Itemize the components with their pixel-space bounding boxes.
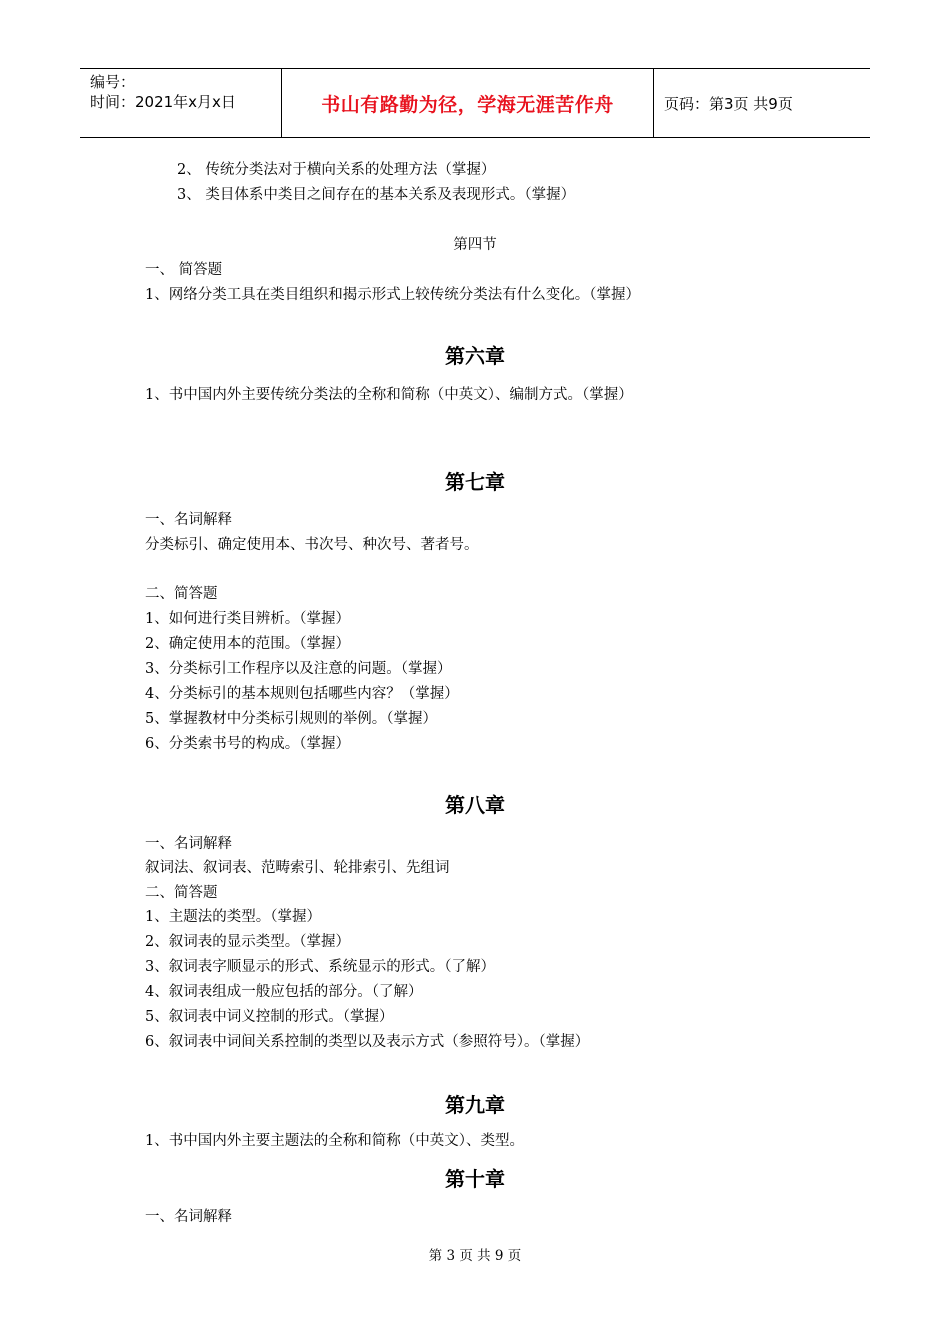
header-meta-cell: [80, 69, 280, 137]
list-item: 5、掌握教材中分类标引规则的举例。（掌握）: [145, 711, 437, 727]
chapter-title: 第十章: [445, 1167, 505, 1191]
page-info: 页码：第3页 共9页: [664, 94, 793, 113]
list-item: 1、如何进行类目辨析。（掌握）: [145, 611, 350, 627]
list-item: 3、 类目体系中类目之间存在的基本关系及表现形式。（掌握）: [177, 187, 576, 203]
qa-heading: 二、简答题: [145, 586, 218, 602]
chapter-title: 第八章: [445, 793, 505, 817]
header-page-cell: [654, 69, 870, 137]
list-item: 6、叙词表中词间关系控制的类型以及表示方式（参照符号）。（掌握）: [145, 1034, 590, 1050]
section-subtitle: 一、 简答题: [145, 262, 223, 278]
term-heading: 一、名词解释: [145, 1209, 232, 1225]
list-item: 4、分类标引的基本规则包括哪些内容？（掌握）: [145, 686, 459, 702]
page-footer: 第 3 页 共 9 页: [428, 1248, 522, 1264]
list-item: 3、叙词表字顺显示的形式、系统显示的形式。（了解）: [145, 959, 495, 975]
list-item: 4、叙词表组成一般应包括的部分。（了解）: [145, 984, 423, 1000]
section-title: 第四节: [453, 237, 497, 253]
list-item: 1、书中国内外主要主题法的全称和简称（中英文）、类型。: [145, 1133, 524, 1149]
chapter-title: 第六章: [445, 344, 505, 368]
chapter-title: 第七章: [445, 470, 505, 494]
list-item: 5、叙词表中词义控制的形式。（掌握）: [145, 1009, 394, 1025]
list-item: 2、 传统分类法对于横向关系的处理方法（掌握）: [177, 162, 496, 178]
list-item: 1、网络分类工具在类目组织和揭示形式上较传统分类法有什么变化。（掌握）: [145, 287, 640, 303]
header-motto-cell: [281, 69, 654, 137]
term-heading: 一、名词解释: [145, 512, 232, 528]
number-label: 编号：: [90, 73, 136, 91]
list-item: 1、书中国内外主要传统分类法的全称和简称（中英文）、编制方式。（掌握）: [145, 387, 633, 403]
list-item: 1、主题法的类型。（掌握）: [145, 909, 321, 925]
term-list: 叙词法、叙词表、范畴索引、轮排索引、先组词: [145, 860, 450, 876]
list-item: 3、分类标引工作程序以及注意的问题。（掌握）: [145, 661, 452, 677]
motto: 书山有路勤为径，学海无涯苦作舟: [321, 93, 614, 116]
term-list: 分类标引、确定使用本、书次号、种次号、著者号。: [145, 537, 479, 553]
page-header: [80, 68, 870, 138]
time-label: 时间：2021年x月x日: [90, 93, 236, 111]
list-item: 2、叙词表的显示类型。（掌握）: [145, 934, 350, 950]
list-item: 6、分类索书号的构成。（掌握）: [145, 736, 350, 752]
chapter-title: 第九章: [445, 1093, 505, 1117]
term-heading: 一、名词解释: [145, 836, 232, 852]
list-item: 2、确定使用本的范围。（掌握）: [145, 636, 350, 652]
qa-heading: 二、简答题: [145, 885, 218, 901]
